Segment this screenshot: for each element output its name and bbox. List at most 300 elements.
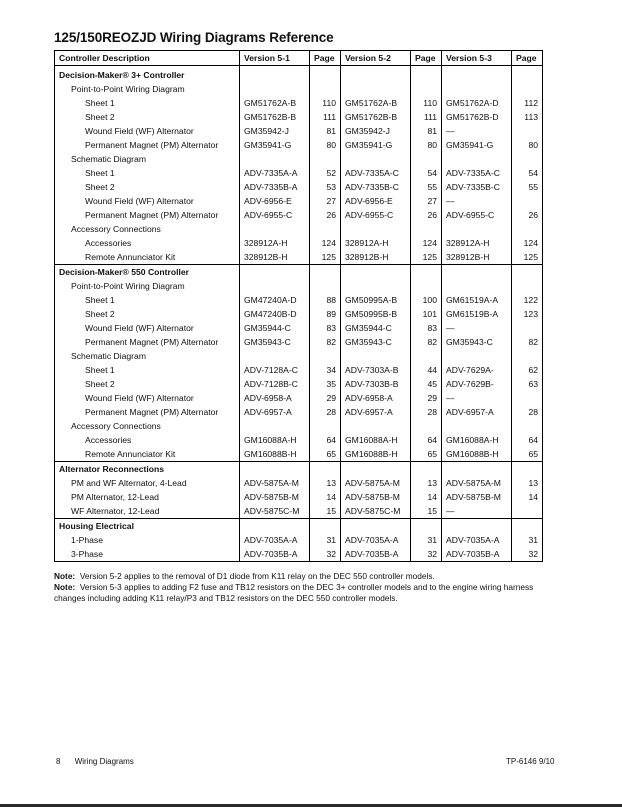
row-description: Accessory Connections [55,419,240,433]
row-description: Sheet 2 [55,377,240,391]
wiring-diagrams-table [54,50,543,562]
version-5-1-page: 32 [310,547,341,562]
version-5-1-page: 83 [310,321,341,335]
version-5-1-drawing: ADV-6957-A [240,405,310,419]
version-5-1-drawing [240,152,310,166]
section-name: Wiring Diagrams [74,757,134,766]
header-version-5-3: Version 5-3 [442,51,512,66]
version-5-2-page [411,82,442,96]
table-row [55,279,543,293]
version-5-2-drawing [341,279,411,293]
version-5-3-page: 14 [512,490,543,504]
version-5-1-page: 28 [310,405,341,419]
version-5-2-page: 14 [411,490,442,504]
version-5-2-drawing [341,419,411,433]
version-5-1-drawing: ADV-7035B-A [240,547,310,562]
version-5-1-page [310,419,341,433]
version-5-1-drawing [240,82,310,96]
group-header-row [55,462,543,477]
version-5-2-page: 13 [411,476,442,490]
version-5-2-drawing: GM50995A-B [341,293,411,307]
header-version-5-1: Version 5-1 [240,51,310,66]
version-5-2-page [411,349,442,363]
page-number: 8 [56,757,61,766]
version-5-1-page: 80 [310,138,341,152]
row-description: Accessory Connections [55,222,240,236]
version-5-1-drawing [240,222,310,236]
version-5-2-drawing [341,152,411,166]
table-row [55,533,543,547]
empty-cell [411,66,442,83]
row-description: Point-to-Point Wiring Diagram [55,82,240,96]
table-header-row [55,51,543,66]
version-5-2-drawing: 328912B-H [341,250,411,265]
version-5-2-drawing: ADV-6955-C [341,208,411,222]
version-5-1-page: 111 [310,110,341,124]
version-5-1-drawing [240,279,310,293]
row-description: Permanent Magnet (PM) Alternator [55,335,240,349]
version-5-3-drawing: 328912B-H [442,250,512,265]
row-description: Remote Annunciator Kit [55,447,240,462]
version-5-2-page [411,222,442,236]
version-5-1-drawing [240,419,310,433]
empty-cell [240,462,310,477]
version-5-2-page: 65 [411,447,442,462]
version-5-1-page [310,222,341,236]
version-5-1-drawing: GM35941-G [240,138,310,152]
table-row [55,293,543,307]
version-5-3-page: 124 [512,236,543,250]
version-5-2-page: 31 [411,533,442,547]
table-row [55,405,543,419]
version-5-3-page: 113 [512,110,543,124]
version-5-3-drawing [442,82,512,96]
version-5-1-page: 88 [310,293,341,307]
empty-cell [411,265,442,280]
version-5-1-page [310,349,341,363]
version-5-3-page [512,152,543,166]
version-5-3-drawing: — [442,504,512,519]
version-5-3-page [512,349,543,363]
table-row [55,96,543,110]
version-5-3-drawing: GM51762B-D [442,110,512,124]
group-title: Alternator Reconnections [55,462,240,477]
empty-cell [310,66,341,83]
version-5-1-page: 110 [310,96,341,110]
version-5-2-page: 80 [411,138,442,152]
row-description: Accessories [55,433,240,447]
version-5-2-drawing: GM35943-C [341,335,411,349]
version-5-3-page [512,419,543,433]
version-5-2-drawing: GM50995B-B [341,307,411,321]
empty-cell [310,265,341,280]
version-5-2-drawing: ADV-7035B-A [341,547,411,562]
version-5-1-drawing: ADV-6958-A [240,391,310,405]
version-5-1-drawing: ADV-5875A-M [240,476,310,490]
version-5-2-drawing: ADV-5875C-M [341,504,411,519]
version-5-1-drawing: 328912B-H [240,250,310,265]
version-5-2-drawing: ADV-7335A-C [341,166,411,180]
note-2 [54,582,554,604]
row-description: Accessories [55,236,240,250]
version-5-2-page: 81 [411,124,442,138]
header-page-3: Page [512,51,543,66]
row-description: Wound Field (WF) Alternator [55,391,240,405]
version-5-1-page: 29 [310,391,341,405]
version-5-1-drawing: ADV-7128A-C [240,363,310,377]
empty-cell [442,265,512,280]
version-5-1-page: 89 [310,307,341,321]
table-row [55,335,543,349]
version-5-1-page [310,152,341,166]
note-label: Note: [54,571,76,581]
version-5-1-page: 34 [310,363,341,377]
version-5-2-drawing: ADV-5875A-M [341,476,411,490]
version-5-3-page [512,504,543,519]
version-5-3-drawing: ADV-6955-C [442,208,512,222]
version-5-2-page: 83 [411,321,442,335]
version-5-2-page: 27 [411,194,442,208]
version-5-1-drawing: GM35943-C [240,335,310,349]
group-title: Decision-Maker® 550 Controller [55,265,240,280]
version-5-2-drawing: ADV-7303A-B [341,363,411,377]
row-description: PM Alternator, 12-Lead [55,490,240,504]
version-5-2-drawing: GM16088B-H [341,447,411,462]
empty-cell [512,66,543,83]
notes-section [54,571,554,604]
table-row [55,377,543,391]
version-5-3-drawing: GM35943-C [442,335,512,349]
table-row [55,138,543,152]
row-description: Remote Annunciator Kit [55,250,240,265]
table-row [55,250,543,265]
row-description: Permanent Magnet (PM) Alternator [55,208,240,222]
version-5-3-drawing: GM16088B-H [442,447,512,462]
version-5-1-drawing: GM16088A-H [240,433,310,447]
version-5-3-drawing [442,279,512,293]
row-description: 3-Phase [55,547,240,562]
version-5-1-page: 65 [310,447,341,462]
version-5-1-page: 124 [310,236,341,250]
version-5-3-page [512,194,543,208]
row-description: Permanent Magnet (PM) Alternator [55,138,240,152]
version-5-1-drawing: GM51762A-B [240,96,310,110]
version-5-2-drawing: GM35941-G [341,138,411,152]
table-row [55,208,543,222]
version-5-3-drawing: ADV-7035A-A [442,533,512,547]
note-text: Version 5-2 applies to the removal of D1 diode from K11 relay on the DEC 550 controller models. [79,571,435,581]
empty-cell [512,519,543,534]
empty-cell [442,66,512,83]
header-page-1: Page [310,51,341,66]
version-5-2-drawing [341,349,411,363]
table-row [55,236,543,250]
table-row [55,419,543,433]
version-5-2-drawing: ADV-5875B-M [341,490,411,504]
empty-cell [411,462,442,477]
table-row [55,321,543,335]
table-body [55,66,543,562]
version-5-1-drawing: GM47240B-D [240,307,310,321]
version-5-1-drawing: 328912A-H [240,236,310,250]
version-5-1-drawing: GM47240A-D [240,293,310,307]
version-5-2-page: 44 [411,363,442,377]
empty-cell [512,462,543,477]
version-5-2-drawing: ADV-6957-A [341,405,411,419]
row-description: Wound Field (WF) Alternator [55,194,240,208]
version-5-2-page: 45 [411,377,442,391]
version-5-1-drawing: ADV-5875B-M [240,490,310,504]
version-5-3-page: 63 [512,377,543,391]
table-row [55,547,543,562]
version-5-3-drawing [442,152,512,166]
row-description: Sheet 1 [55,363,240,377]
version-5-3-page [512,391,543,405]
version-5-2-page: 101 [411,307,442,321]
version-5-1-page: 13 [310,476,341,490]
row-description: Sheet 1 [55,96,240,110]
version-5-3-page: 54 [512,166,543,180]
row-description: 1-Phase [55,533,240,547]
version-5-3-page: 26 [512,208,543,222]
version-5-3-page: 64 [512,433,543,447]
version-5-2-drawing [341,222,411,236]
version-5-1-page: 14 [310,490,341,504]
empty-cell [411,519,442,534]
group-title: Decision-Maker® 3+ Controller [55,66,240,83]
version-5-2-drawing: GM51762B-B [341,110,411,124]
group-header-row [55,265,543,280]
table-row [55,166,543,180]
page-title: 125/150REOZJD Wiring Diagrams Reference [54,30,334,45]
version-5-1-drawing: ADV-6955-C [240,208,310,222]
table-row [55,152,543,166]
version-5-2-page: 32 [411,547,442,562]
version-5-2-drawing: GM16088A-H [341,433,411,447]
table-row [55,490,543,504]
version-5-1-drawing [240,349,310,363]
note-1 [54,571,554,582]
version-5-2-drawing: GM51762A-B [341,96,411,110]
version-5-1-drawing: ADV-7128B-C [240,377,310,391]
version-5-1-page [310,82,341,96]
version-5-1-drawing: ADV-7335B-A [240,180,310,194]
table-row [55,110,543,124]
version-5-1-page: 15 [310,504,341,519]
version-5-1-page: 125 [310,250,341,265]
group-header-row [55,519,543,534]
version-5-3-page [512,321,543,335]
row-description: Wound Field (WF) Alternator [55,124,240,138]
header-page-2: Page [411,51,442,66]
version-5-3-drawing: GM61519B-A [442,307,512,321]
version-5-2-page: 125 [411,250,442,265]
row-description: Schematic Diagram [55,349,240,363]
row-description: Point-to-Point Wiring Diagram [55,279,240,293]
version-5-1-page: 82 [310,335,341,349]
table-row [55,194,543,208]
empty-cell [512,265,543,280]
version-5-3-drawing: ADV-7629B- [442,377,512,391]
version-5-2-page: 15 [411,504,442,519]
version-5-3-page [512,124,543,138]
version-5-3-drawing: ADV-5875B-M [442,490,512,504]
row-description: Sheet 1 [55,293,240,307]
row-description: Permanent Magnet (PM) Alternator [55,405,240,419]
empty-cell [341,519,411,534]
note-text: Version 5-3 applies to adding F2 fuse and TB12 resistors on the DEC 3+ controller models and to the engine wiring harness changes including adding K11 relay/P3 and TB12 resistors on the DEC 550 controller models. [54,582,534,603]
version-5-2-drawing: ADV-7303B-B [341,377,411,391]
version-5-1-drawing: ADV-7335A-A [240,166,310,180]
version-5-3-drawing: 328912A-H [442,236,512,250]
version-5-1-drawing: ADV-6956-E [240,194,310,208]
row-description: Sheet 2 [55,307,240,321]
version-5-3-drawing: ADV-7035B-A [442,547,512,562]
row-description: PM and WF Alternator, 4-Lead [55,476,240,490]
version-5-2-drawing: GM35944-C [341,321,411,335]
table-row [55,222,543,236]
header-version-5-2: Version 5-2 [341,51,411,66]
version-5-3-drawing [442,419,512,433]
version-5-3-drawing [442,349,512,363]
version-5-2-page: 111 [411,110,442,124]
empty-cell [341,462,411,477]
version-5-3-page: 82 [512,335,543,349]
header-controller-description: Controller Description [55,51,240,66]
version-5-3-page: 80 [512,138,543,152]
version-5-2-drawing [341,82,411,96]
table-row [55,124,543,138]
version-5-2-drawing: ADV-6956-E [341,194,411,208]
table-row [55,82,543,96]
version-5-2-page: 29 [411,391,442,405]
version-5-1-page [310,279,341,293]
version-5-1-drawing: GM35944-C [240,321,310,335]
version-5-3-page: 62 [512,363,543,377]
version-5-3-drawing: ADV-7629A- [442,363,512,377]
version-5-2-drawing: GM35942-J [341,124,411,138]
table-row [55,363,543,377]
version-5-3-page: 123 [512,307,543,321]
row-description: Sheet 2 [55,180,240,194]
version-5-2-page: 64 [411,433,442,447]
version-5-2-drawing: ADV-6958-A [341,391,411,405]
table-row [55,349,543,363]
table-row [55,447,543,462]
empty-cell [240,265,310,280]
version-5-3-drawing [442,222,512,236]
table-row [55,476,543,490]
version-5-3-page: 13 [512,476,543,490]
version-5-2-drawing: ADV-7335B-C [341,180,411,194]
version-5-2-drawing: 328912A-H [341,236,411,250]
version-5-2-page: 110 [411,96,442,110]
version-5-1-drawing: GM35942-J [240,124,310,138]
version-5-3-drawing: GM51762A-D [442,96,512,110]
version-5-3-drawing: — [442,391,512,405]
empty-cell [341,265,411,280]
version-5-3-drawing: GM16088A-H [442,433,512,447]
version-5-2-drawing: ADV-7035A-A [341,533,411,547]
row-description: WF Alternator, 12-Lead [55,504,240,519]
table-row [55,307,543,321]
version-5-1-drawing: GM51762B-B [240,110,310,124]
empty-cell [442,462,512,477]
version-5-3-page: 125 [512,250,543,265]
document-id: TP-6146 9/10 [506,757,555,766]
version-5-3-drawing: ADV-6957-A [442,405,512,419]
version-5-2-page [411,152,442,166]
version-5-1-page: 64 [310,433,341,447]
version-5-2-page: 55 [411,180,442,194]
empty-cell [442,519,512,534]
version-5-3-page: 55 [512,180,543,194]
version-5-3-drawing: ADV-5875A-M [442,476,512,490]
row-description: Schematic Diagram [55,152,240,166]
version-5-3-page: 112 [512,96,543,110]
group-title: Housing Electrical [55,519,240,534]
version-5-3-page: 65 [512,447,543,462]
version-5-3-page [512,279,543,293]
version-5-1-page: 35 [310,377,341,391]
empty-cell [240,66,310,83]
version-5-3-drawing: GM61519A-A [442,293,512,307]
table-row [55,504,543,519]
version-5-1-page: 53 [310,180,341,194]
version-5-1-drawing: ADV-7035A-A [240,533,310,547]
version-5-2-page: 100 [411,293,442,307]
version-5-1-page: 81 [310,124,341,138]
version-5-2-page: 54 [411,166,442,180]
version-5-1-page: 31 [310,533,341,547]
table-row [55,391,543,405]
version-5-3-page [512,222,543,236]
row-description: Sheet 1 [55,166,240,180]
version-5-3-page [512,82,543,96]
group-header-row [55,66,543,83]
version-5-2-page [411,279,442,293]
note-label: Note: [54,582,76,592]
empty-cell [310,462,341,477]
empty-cell [341,66,411,83]
version-5-1-drawing: ADV-5875C-M [240,504,310,519]
row-description: Wound Field (WF) Alternator [55,321,240,335]
page-footer-left [56,757,134,766]
version-5-3-drawing: ADV-7335A-C [442,166,512,180]
version-5-3-drawing: GM35941-G [442,138,512,152]
version-5-1-page: 26 [310,208,341,222]
version-5-3-drawing: — [442,321,512,335]
version-5-3-drawing: — [442,194,512,208]
version-5-1-page: 27 [310,194,341,208]
version-5-2-page: 124 [411,236,442,250]
version-5-3-page: 28 [512,405,543,419]
table-row [55,180,543,194]
version-5-1-drawing: GM16088B-H [240,447,310,462]
version-5-2-page [411,419,442,433]
version-5-1-page: 52 [310,166,341,180]
version-5-2-page: 28 [411,405,442,419]
empty-cell [310,519,341,534]
row-description: Sheet 2 [55,110,240,124]
version-5-3-page: 31 [512,533,543,547]
version-5-3-drawing: ADV-7335B-C [442,180,512,194]
version-5-2-page: 26 [411,208,442,222]
version-5-3-page: 32 [512,547,543,562]
version-5-3-drawing: — [442,124,512,138]
empty-cell [240,519,310,534]
version-5-3-page: 122 [512,293,543,307]
